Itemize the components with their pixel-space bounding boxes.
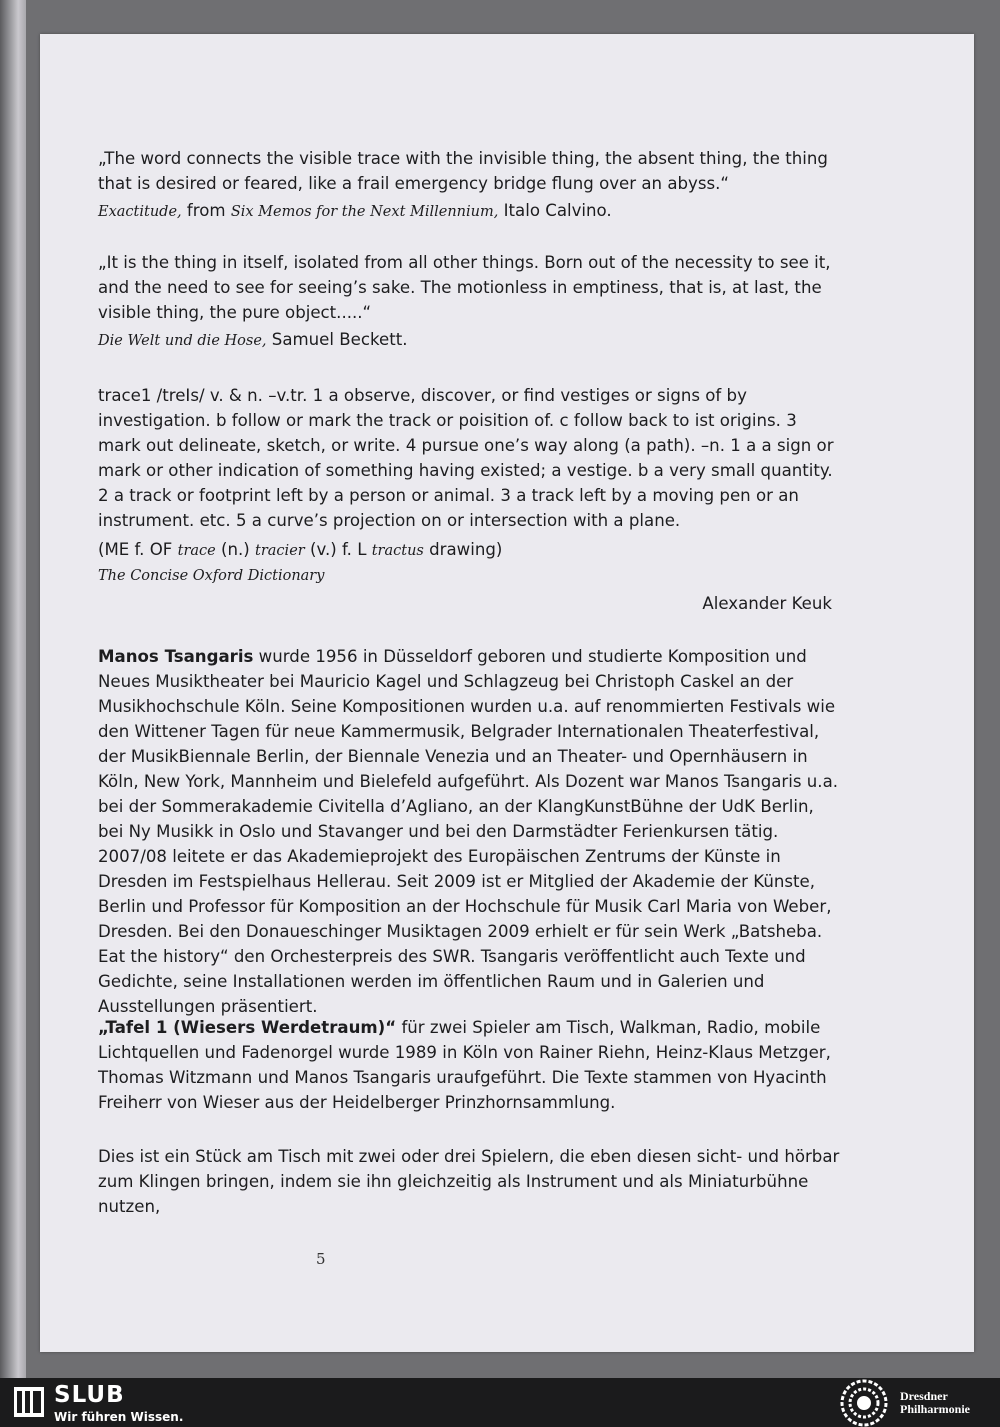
footer-bar	[0, 1378, 1000, 1427]
biography-text: wurde 1956 in Düsseldorf geboren und studierte Komposition und Neues Musiktheater bei Mauricio Kagel und Schlagzeug bei Christoph Caskel an der Musikhochschule Köln. Seine Kompositionen wurden u.a. auf renommierten Festivals wie den Wittener Tagen für neue Kammermusik, Belgrader Internationalen Theaterfestival, der MusikBiennale Berlin, der Biennale Venezia und an Theater- und Opernhäusern in Köln, New York, Mannheim und Bielefeld aufgeführt. Als Dozent war Manos Tsangaris u.a. bei der Sommerakademie Civitella d’Agliano, an der KlangKunstBühne der UdK Berlin, bei Ny Musikk in Oslo und Stavanger und bei den Darmstädter Ferienkursen tätig. 2007/08 leitete er das Akademieprojekt des Europäischen Zentrums der Künste in Dresden im Festspielhaus Hellerau. Seit 2009 ist er Mitglied der Akademie der Künste, Berlin und Professor für Komposition an der Hochschule für Musik Carl Maria von Weber, Dresden. Bei den Donaueschinger Musiktagen 2009 erhielt er für sein Werk „Batsheba. Eat the history“ den Orchesterpreis des SWR. Tsangaris veröffentlicht auch Texte und Gedichte, seine Installationen werden im öffentlichen Raum und in Galerien und Ausstellungen präsentiert.	[98, 647, 839, 1016]
definition-text: trace1 /treIs/ v. & n. –v.tr. 1 a observe, discover, or find vestiges or signs of by investigation. b follow or mark the track or poisition of. c follow back to ist origins. 3 mark out delineate, sketch, or write. 4 pursue one’s way along (a path). –n. 1 a a sign or mark or other indication of something having existed; a vestige. b a very small quantity. 2 a track or footprint left by a person or animal. 3 a track left by a moving pen or an instrument. etc. 5 a curve’s projection on or intersection with a plane.	[98, 386, 834, 530]
author-signature: Alexander Keuk	[702, 594, 832, 613]
dictionary-entry	[98, 383, 843, 589]
biography	[98, 644, 843, 1019]
work-title: „Tafel 1 (Wiesers Werdetraum)“	[98, 1018, 397, 1037]
quote-beckett	[98, 250, 843, 354]
quote-beckett-source: Die Welt und die Hose, Samuel Beckett.	[98, 330, 408, 349]
biography-name: Manos Tsangaris	[98, 647, 254, 666]
work-description	[98, 1015, 843, 1115]
page-number: 5	[316, 1250, 326, 1268]
closing-paragraph: Dies ist ein Stück am Tisch mit zwei oder drei Spielern, die eben diesen sicht- und hörbar zum Klingen bringen, indem sie ihn gleichzeitig als Instrument und als Miniaturbühne nutzen,	[98, 1147, 840, 1216]
dictionary-source: The Concise Oxford Dictionary	[98, 568, 325, 584]
slub-logo-icon	[14, 1387, 44, 1417]
work-text: für zwei Spieler am Tisch, Walkman, Radio, mobile Lichtquellen und Fadenorgel wurde 1989 in Köln von Rainer Riehn, Heinz-Klaus Metzger, Thomas Witzmann und Manos Tsangaris uraufgeführt. Die Texte stammen von Hyacinth Freiherr von Wieser aus der Heidelberger Prinzhornsammlung.	[98, 1018, 831, 1112]
slub-tagline: Wir führen Wissen.	[54, 1410, 184, 1424]
quote-calvino	[98, 146, 843, 225]
quote-calvino-source: Exactitude, from Six Memos for the Next Millennium, Italo Calvino.	[98, 201, 612, 220]
dresdner-philharmonie-logo-icon	[840, 1379, 888, 1427]
etymology: (ME f. OF trace (n.) tracier (v.) f. L tractus drawing)	[98, 540, 503, 559]
quote-beckett-text: „It is the thing in itself, isolated from all other things. Born out of the necessity to see it, and the need to see for seeing’s sake. The motionless in emptiness, that is, at last, the visible thing, the pure object.....“	[98, 253, 831, 322]
quote-calvino-text: „The word connects the visible trace with the invisible thing, the absent thing, the thing that is desired or feared, like a frail emergency bridge flung over an abyss.“	[98, 149, 828, 193]
slub-name: SLUB	[54, 1382, 125, 1408]
book-spine	[0, 0, 26, 1378]
dresdner-philharmonie-name: Dresdner Philharmonie	[900, 1389, 971, 1416]
document-page	[40, 34, 974, 1352]
